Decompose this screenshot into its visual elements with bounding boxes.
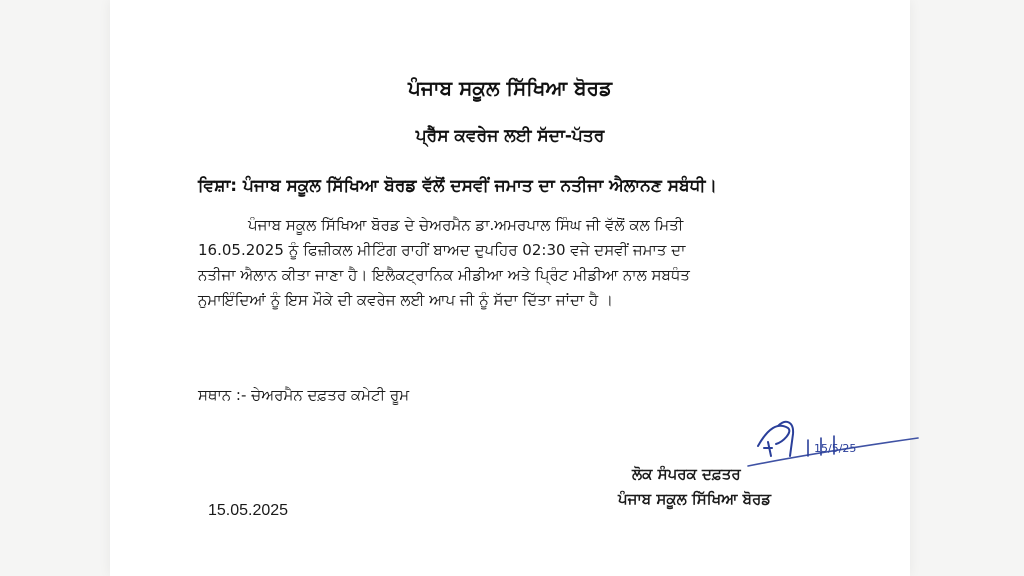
body-line: ਪੰਜਾਬ ਸਕੂਲ ਸਿੱਖਿਆ ਬੋਰਡ ਦੇ ਚੇਅਰਮੈਨ ਡਾ.ਅਮਰਪਾਲ ਸਿੰਘ ਜੀ ਵੱਲੋਂ ਕਲ ਮਿਤੀ [248,216,684,234]
document-title: ਪੰਜਾਬ ਸਕੂਲ ਸਿੱਖਿਆ ਬੋਰਡ [407,76,613,100]
document-subtitle: ਪ੍ਰੈੱਸ ਕਵਰੇਜ ਲਈ ਸੱਦਾ-ਪੱਤਰ [415,126,605,146]
document-page [110,0,910,576]
signatory-office: ਲੋਕ ਸੰਪਰਕ ਦਫ਼ਤਰ [632,465,741,483]
signature-date: 15/5/25 [814,442,857,455]
body-line: 16.05.2025 ਨੂੰ ਫਿਜ਼ੀਕਲ ਮੀਟਿੰਗ ਰਾਹੀਂ ਬਾਅਦ ਦੁਪਹਿਰ 02:30 ਵਜੇ ਦਸਵੀਂ ਜਮਾਤ ਦਾ [198,241,686,259]
signatory-board: ਪੰਜਾਬ ਸਕੂਲ ਸਿੱਖਿਆ ਬੋਰਡ [618,490,772,508]
subject-line: ਵਿਸ਼ਾ: ਪੰਜਾਬ ਸਕੂਲ ਸਿੱਖਿਆ ਬੋਰਡ ਵੱਲੋਂ ਦਸਵੀਂ ਜਮਾਤ ਦਾ ਨਤੀਜਾ ਐਲਾਨਣ ਸਬੰਧੀ। [198,176,717,196]
issue-date: 15.05.2025 [208,502,289,519]
body-paragraph [198,213,848,313]
venue-line: ਸਥਾਨ :- ਚੇਅਰਮੈਨ ਦਫ਼ਤਰ ਕਮੇਟੀ ਰੂਮ [198,386,410,404]
body-line: ਨਤੀਜਾ ਐਲਾਨ ਕੀਤਾ ਜਾਣਾ ਹੈ। ਇਲੈਕਟ੍ਰਾਨਿਕ ਮੀਡੀਆ ਅਤੇ ਪ੍ਰਿੰਟ ਮੀਡੀਆ ਨਾਲ ਸਬਧੰਤ [198,266,690,284]
body-line: ਨੁਮਾਇੰਦਿਆਂ ਨੂੰ ਇਸ ਮੌਕੇ ਦੀ ਕਵਰੇਜ ਲਈ ਆਪ ਜੀ ਨੂੰ ਸੱਦਾ ਦਿੱਤਾ ਜਾਂਦਾ ਹੈ । [198,291,614,309]
